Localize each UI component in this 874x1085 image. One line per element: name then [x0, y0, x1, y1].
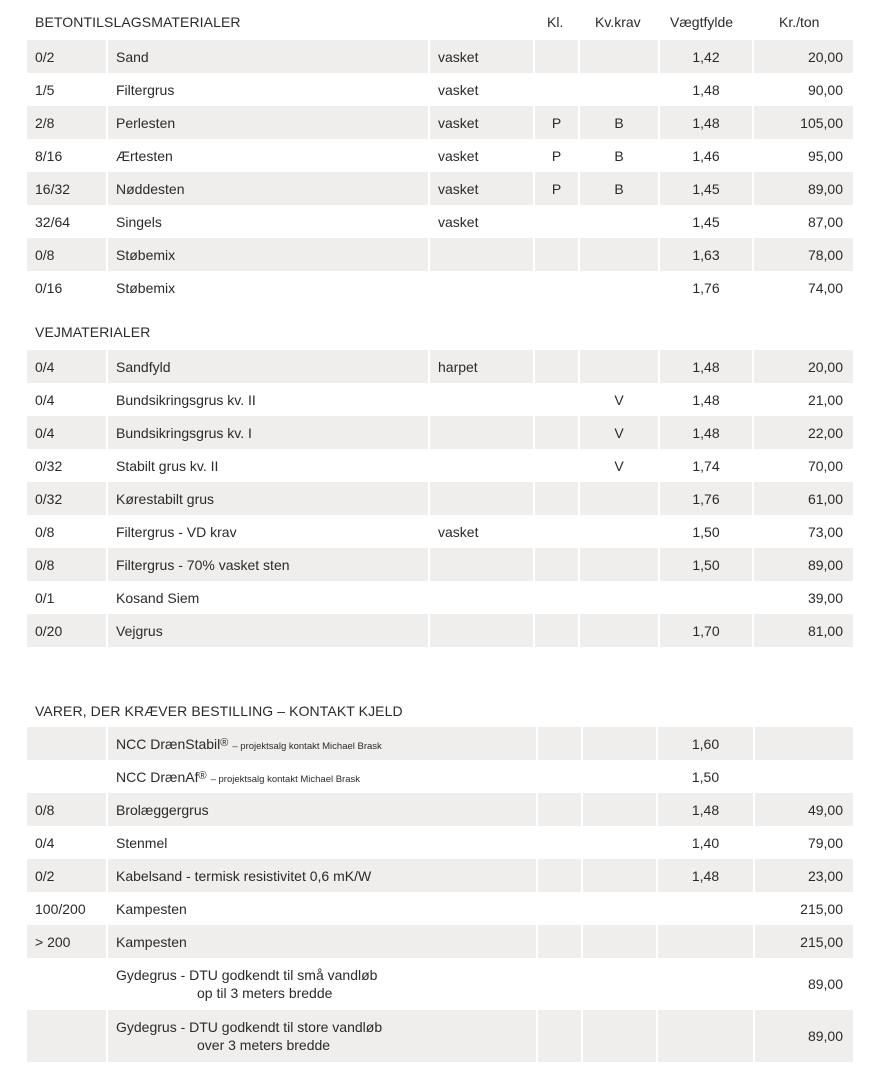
cell-kvkrav	[580, 482, 660, 515]
cell-fraction: 0/8	[27, 515, 108, 548]
cell-fraction	[27, 958, 108, 1010]
cell-product-name: Filtergrus - VD krav	[108, 515, 430, 548]
cell-kvkrav: B	[580, 106, 660, 139]
cell-vaegtfylde	[658, 892, 755, 925]
contact-note: – projektsalg kontakt Michael Brask	[232, 740, 382, 752]
cell-price: 39,00	[807, 589, 843, 606]
table-row	[27, 205, 853, 238]
cell-vaegtfylde: 1,42	[660, 40, 754, 73]
cell-price: 215,00	[755, 925, 853, 958]
product-name: Stenmel	[116, 834, 168, 851]
cell-fraction: 0/8	[27, 238, 108, 271]
cell-product-name: Støbemix	[108, 271, 430, 304]
cell-price: 20,00	[754, 350, 853, 383]
cell-kl	[538, 826, 583, 859]
table-row	[27, 172, 853, 205]
cell-vaegtfylde: 1,46	[660, 139, 754, 172]
cell-kvkrav	[583, 760, 658, 793]
cell-product-name: Sandfyld	[108, 350, 430, 383]
cell-treatment	[430, 482, 535, 515]
cell-price: 215,00	[800, 900, 843, 917]
cell-kl	[535, 271, 580, 304]
cell-kl	[535, 515, 580, 548]
cell-vaegtfylde: 1,70	[660, 614, 754, 647]
cell-kvkrav: V	[580, 416, 660, 449]
cell-fraction: 0/8	[27, 548, 108, 581]
table-row	[27, 760, 853, 793]
table-row	[27, 350, 853, 383]
table-row	[27, 106, 853, 139]
cell-product-name: Perlesten	[108, 106, 430, 139]
cell-price	[755, 727, 853, 760]
table-row	[27, 925, 853, 958]
cell-fraction: 0/1	[27, 581, 108, 614]
cell-kl	[535, 482, 580, 515]
cell-product-name: Bundsikringsgrus kv. II	[108, 383, 430, 416]
cell-price: 21,00	[807, 391, 843, 408]
cell-price: 89,00	[754, 548, 853, 581]
cell-kvkrav: V	[580, 383, 660, 416]
cell-product-name	[108, 925, 538, 958]
cell-treatment	[430, 238, 535, 271]
cell-kvkrav	[583, 793, 658, 826]
cell-kvkrav: V	[580, 449, 660, 482]
cell-kvkrav	[580, 350, 660, 383]
table-row	[27, 1010, 853, 1062]
cell-fraction: 16/32	[27, 172, 108, 205]
cell-product-name: Vejgrus	[108, 614, 430, 647]
cell-treatment: vasket	[430, 139, 535, 172]
cell-product-name: Nøddesten	[108, 172, 430, 205]
product-name: Brolæggergrus	[116, 801, 209, 818]
cell-fraction: 32/64	[27, 205, 108, 238]
cell-price: 23,00	[755, 859, 853, 892]
cell-kvkrav	[580, 271, 660, 304]
cell-kl	[535, 416, 580, 449]
cell-kvkrav: B	[580, 172, 660, 205]
product-name: Gydegrus - DTU godkendt til små vandløb	[116, 967, 378, 983]
cell-kl	[538, 760, 583, 793]
cell-kvkrav: B	[580, 139, 660, 172]
cell-vaegtfylde: 1,45	[660, 205, 754, 238]
cell-price: 49,00	[755, 793, 853, 826]
cell-fraction: 0/4	[27, 383, 108, 416]
cell-kl: P	[535, 172, 580, 205]
cell-treatment: vasket	[430, 40, 535, 73]
cell-fraction: 0/4	[27, 350, 108, 383]
cell-vaegtfylde: 1,45	[660, 172, 754, 205]
cell-price: 22,00	[754, 416, 853, 449]
cell-kl	[535, 614, 580, 647]
product-name: Gydegrus - DTU godkendt til store vandløb	[116, 1019, 383, 1035]
cell-vaegtfylde: 1,74	[660, 449, 754, 482]
cell-kvkrav	[580, 238, 660, 271]
cell-vaegtfylde	[660, 581, 754, 614]
cell-product-name: Støbemix	[108, 238, 430, 271]
cell-kvkrav	[583, 1010, 658, 1062]
cell-product-name: Stabilt grus kv. II	[108, 449, 430, 482]
cell-product-name: Filtergrus	[108, 73, 430, 106]
cell-vaegtfylde: 1,48	[658, 859, 755, 892]
column-header-kl: Kl.	[547, 14, 564, 30]
cell-treatment: vasket	[430, 106, 535, 139]
table-row	[27, 482, 853, 515]
cell-product-name: Filtergrus - 70% vasket sten	[108, 548, 430, 581]
cell-price: 81,00	[754, 614, 853, 647]
cell-vaegtfylde: 1,48	[660, 416, 754, 449]
table-row	[27, 271, 853, 304]
cell-fraction: 100/200	[27, 892, 108, 925]
table-row	[27, 515, 853, 548]
cell-price: 105,00	[754, 106, 853, 139]
cell-fraction: 8/16	[27, 139, 108, 172]
cell-treatment: vasket	[430, 515, 535, 548]
cell-kvkrav	[580, 40, 660, 73]
cell-kl	[538, 727, 583, 760]
table-row	[27, 40, 853, 73]
cell-price: 90,00	[807, 81, 843, 98]
table-row	[27, 958, 853, 1010]
cell-product-name: Singels	[108, 205, 430, 238]
table-vejmaterialer	[27, 350, 853, 647]
product-name: Kabelsand - termisk resistivitet 0,6 mK/W	[116, 867, 372, 884]
cell-fraction	[27, 727, 108, 760]
cell-kl	[535, 238, 580, 271]
cell-kvkrav	[583, 727, 658, 760]
cell-price: 70,00	[807, 457, 843, 474]
cell-fraction: 0/2	[27, 859, 108, 892]
cell-product-name	[108, 760, 538, 793]
cell-fraction: 0/2	[27, 40, 108, 73]
cell-vaegtfylde	[658, 925, 755, 958]
cell-fraction: 0/4	[27, 416, 108, 449]
product-name: Kampesten	[116, 933, 187, 950]
cell-fraction: 0/32	[27, 449, 108, 482]
cell-kl	[535, 205, 580, 238]
cell-vaegtfylde: 1,76	[660, 271, 754, 304]
cell-kvkrav	[580, 73, 660, 106]
cell-price: 89,00	[755, 1010, 853, 1062]
cell-product-name	[108, 892, 538, 925]
cell-treatment	[430, 614, 535, 647]
product-name: NCC DrænStabil	[116, 735, 221, 752]
cell-fraction: 0/32	[27, 482, 108, 515]
cell-kl	[538, 1010, 583, 1062]
table-row	[27, 826, 853, 859]
cell-treatment	[430, 383, 535, 416]
table-row	[27, 416, 853, 449]
cell-product-name	[108, 727, 538, 760]
cell-product-name: Bundsikringsgrus kv. I	[108, 416, 430, 449]
table-row	[27, 73, 853, 106]
cell-vaegtfylde: 1,48	[660, 383, 754, 416]
cell-vaegtfylde	[658, 1010, 755, 1062]
cell-price: 73,00	[807, 523, 843, 540]
cell-price	[755, 760, 853, 793]
cell-kl	[538, 925, 583, 958]
cell-product-name: Kørestabilt grus	[108, 482, 430, 515]
cell-vaegtfylde	[658, 958, 755, 1010]
table-row	[27, 859, 853, 892]
cell-fraction: 0/8	[27, 793, 108, 826]
cell-vaegtfylde: 1,60	[658, 727, 755, 760]
cell-vaegtfylde: 1,48	[660, 350, 754, 383]
cell-treatment: vasket	[430, 172, 535, 205]
cell-kvkrav	[583, 925, 658, 958]
cell-kl: P	[535, 139, 580, 172]
cell-treatment: vasket	[430, 73, 535, 106]
cell-fraction: 1/5	[27, 73, 108, 106]
cell-kvkrav	[583, 826, 658, 859]
table-row	[27, 139, 853, 172]
cell-kvkrav	[580, 614, 660, 647]
cell-price: 78,00	[754, 238, 853, 271]
cell-fraction: > 200	[27, 925, 108, 958]
cell-price: 20,00	[754, 40, 853, 73]
cell-vaegtfylde: 1,48	[658, 793, 755, 826]
table-row	[27, 892, 853, 925]
cell-fraction: 2/8	[27, 106, 108, 139]
cell-price: 79,00	[807, 834, 843, 851]
cell-vaegtfylde: 1,63	[660, 238, 754, 271]
column-header-price: Kr./ton	[779, 14, 820, 30]
cell-kl	[535, 449, 580, 482]
cell-vaegtfylde: 1,50	[660, 548, 754, 581]
product-name-line2: op til 3 meters bredde	[197, 985, 333, 1001]
cell-product-name	[108, 1010, 538, 1062]
cell-kl	[535, 548, 580, 581]
cell-price: 61,00	[754, 482, 853, 515]
cell-kl	[535, 350, 580, 383]
table-bestilling	[27, 727, 853, 1062]
cell-product-name: Ærtesten	[108, 139, 430, 172]
section-title-betontilslag: BETONTILSLAGSMATERIALER	[35, 14, 241, 30]
cell-vaegtfylde: 1,48	[660, 73, 754, 106]
cell-treatment	[430, 271, 535, 304]
cell-product-name	[108, 859, 538, 892]
cell-price: 74,00	[807, 279, 843, 296]
product-name: Kampesten	[116, 900, 187, 917]
section-title-bestilling: VARER, DER KRÆVER BESTILLING – KONTAKT KJELD	[35, 703, 403, 719]
cell-product-name	[108, 826, 538, 859]
cell-vaegtfylde: 1,48	[660, 106, 754, 139]
cell-price: 95,00	[807, 147, 843, 164]
cell-kl	[538, 859, 583, 892]
cell-kvkrav	[580, 515, 660, 548]
cell-treatment	[430, 449, 535, 482]
registered-mark: ®	[220, 736, 229, 749]
cell-kl	[535, 383, 580, 416]
table-row	[27, 383, 853, 416]
cell-product-name: Kosand Siem	[108, 581, 430, 614]
table-row	[27, 449, 853, 482]
cell-kvkrav	[583, 859, 658, 892]
product-name: NCC DrænAf	[116, 768, 199, 785]
section-title-vejmaterialer: VEJMATERIALER	[35, 324, 151, 340]
product-name-line2: over 3 meters bredde	[197, 1037, 331, 1053]
cell-fraction	[27, 1010, 108, 1062]
cell-kl	[535, 40, 580, 73]
cell-price: 89,00	[754, 172, 853, 205]
column-header-vaegtfylde: Vægtfylde	[670, 14, 734, 30]
table-row	[27, 614, 853, 647]
cell-kl: P	[535, 106, 580, 139]
registered-mark: ®	[198, 769, 207, 782]
cell-treatment	[430, 581, 535, 614]
cell-kl	[538, 892, 583, 925]
cell-product-name: Sand	[108, 40, 430, 73]
cell-vaegtfylde: 1,76	[660, 482, 754, 515]
cell-product-name	[108, 793, 538, 826]
cell-vaegtfylde: 1,50	[660, 515, 754, 548]
cell-kvkrav	[580, 205, 660, 238]
cell-price: 89,00	[807, 976, 843, 992]
cell-fraction: 0/16	[27, 271, 108, 304]
table-row	[27, 238, 853, 271]
cell-treatment	[430, 548, 535, 581]
cell-vaegtfylde: 1,50	[658, 760, 755, 793]
table-betontilslag	[27, 40, 853, 304]
cell-product-name	[108, 958, 538, 1010]
cell-fraction: 0/4	[27, 826, 108, 859]
cell-treatment	[430, 416, 535, 449]
cell-kvkrav	[583, 958, 658, 1010]
cell-treatment: harpet	[430, 350, 535, 383]
table-row	[27, 548, 853, 581]
cell-kvkrav	[580, 548, 660, 581]
cell-kl	[538, 958, 583, 1010]
cell-kvkrav	[580, 581, 660, 614]
cell-kl	[538, 793, 583, 826]
cell-fraction	[27, 760, 108, 793]
cell-kvkrav	[583, 892, 658, 925]
table-row	[27, 793, 853, 826]
table-row	[27, 727, 853, 760]
contact-note: – projektsalg kontakt Michael Brask	[210, 773, 361, 785]
cell-fraction: 0/20	[27, 614, 108, 647]
cell-kl	[535, 581, 580, 614]
cell-treatment: vasket	[430, 205, 535, 238]
column-header-kvkrav: Kv.krav	[595, 14, 641, 30]
cell-kl	[535, 73, 580, 106]
cell-vaegtfylde: 1,40	[658, 826, 755, 859]
table-row	[27, 581, 853, 614]
cell-price: 87,00	[807, 213, 843, 230]
